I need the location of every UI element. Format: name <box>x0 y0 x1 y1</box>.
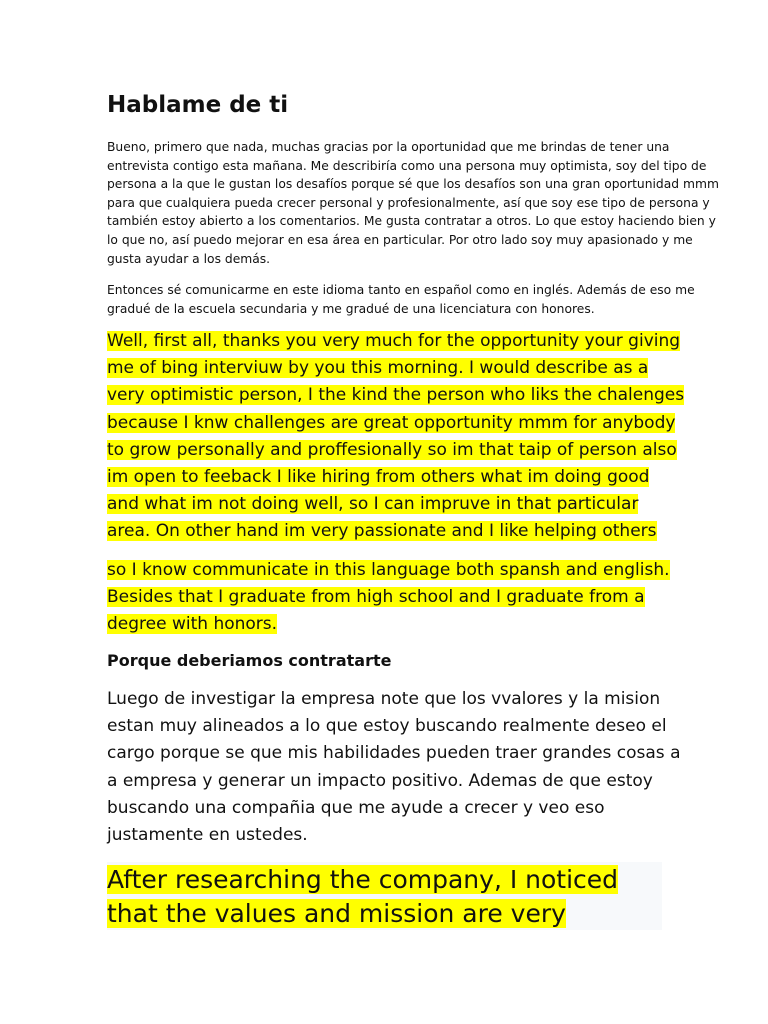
spanish-paragraph-2 <box>107 281 695 318</box>
highlighted-line: area. On other hand im very passionate and I like helping others <box>107 521 657 542</box>
text-line: persona a la que le gustan los desafíos porque sé que los desafíos son una gran oportunidad mmm <box>107 177 719 192</box>
highlighted-line: to grow personally and proffesionally so im that taip of person also <box>107 439 677 460</box>
text-line: Bueno, primero que nada, muchas gracias por la oportunidad que me brindas de tener una <box>107 140 670 154</box>
highlighted-line: After researching the company, I noticed <box>107 865 619 894</box>
text-line: lo que no, así puedo mejorar en esa área en particular. Por otro lado soy muy apasionado y me <box>107 232 693 247</box>
text-line: también estoy abierto a los comentarios. Me gusta contratar a otros. Lo que estoy haciendo bien y <box>107 214 716 229</box>
highlighted-line: Well, first all, thanks you very much for the opportunity your giving <box>107 331 681 351</box>
text-line: estan muy alineados a lo que estoy buscando realmente deseo el <box>107 716 667 737</box>
text-line: gradué de la escuela secundaria y me gradué de una licenciatura con honores. <box>107 301 595 316</box>
section-heading: Porque deberiamos contratarte <box>107 651 392 670</box>
highlighted-line: im open to feeback I like hiring from others what im doing good <box>107 467 650 488</box>
highlighted-line: Besides that I graduate from high school and I graduate from a <box>107 587 645 608</box>
highlighted-line: so I know communicate in this language both spansh and english. <box>107 560 670 580</box>
page-title: Hablame de ti <box>107 92 289 118</box>
english-large-text <box>107 863 667 931</box>
text-line: cargo porque se que mis habilidades pueden traer grandes cosas a <box>107 743 681 764</box>
text-line: Entonces sé comunicarme en este idioma tanto en español como en inglés. Además de eso me <box>107 283 695 297</box>
highlighted-line: very optimistic person, I the kind the person who liks the chalenges <box>107 385 685 406</box>
text-line: buscando una compañia que me ayude a crecer y veo eso <box>107 797 605 818</box>
text-line: Luego de investigar la empresa note que los vvalores y la mision <box>107 689 661 709</box>
highlighted-line: and what im not doing well, so I can impruve in that particular <box>107 494 639 515</box>
highlighted-line: me of bing interviuw by you this morning. I would describe as a <box>107 358 649 379</box>
text-line: para que cualquiera pueda crecer personal y profesionalmente, así que soy ese tipo de persona y <box>107 195 710 210</box>
highlighted-line: that the values and mission are very <box>107 899 566 928</box>
text-line: a empresa y generar un impacto positivo. Ademas de que estoy <box>107 770 653 791</box>
text-line: gusta ayudar a los demás. <box>107 251 271 266</box>
highlighted-line: because I knw challenges are great opportunity mmm for anybody <box>107 412 676 433</box>
spanish-paragraph-3 <box>107 686 681 849</box>
english-highlighted-paragraph-2 <box>107 557 670 639</box>
english-highlighted-paragraph-1 <box>107 328 685 546</box>
text-line: justamente en ustedes. <box>107 825 308 846</box>
highlighted-line: degree with honors. <box>107 614 278 635</box>
text-line: entrevista contigo esta mañana. Me describiría como una persona muy optimista, soy del tipo de <box>107 158 707 173</box>
spanish-paragraph-1 <box>107 138 719 268</box>
